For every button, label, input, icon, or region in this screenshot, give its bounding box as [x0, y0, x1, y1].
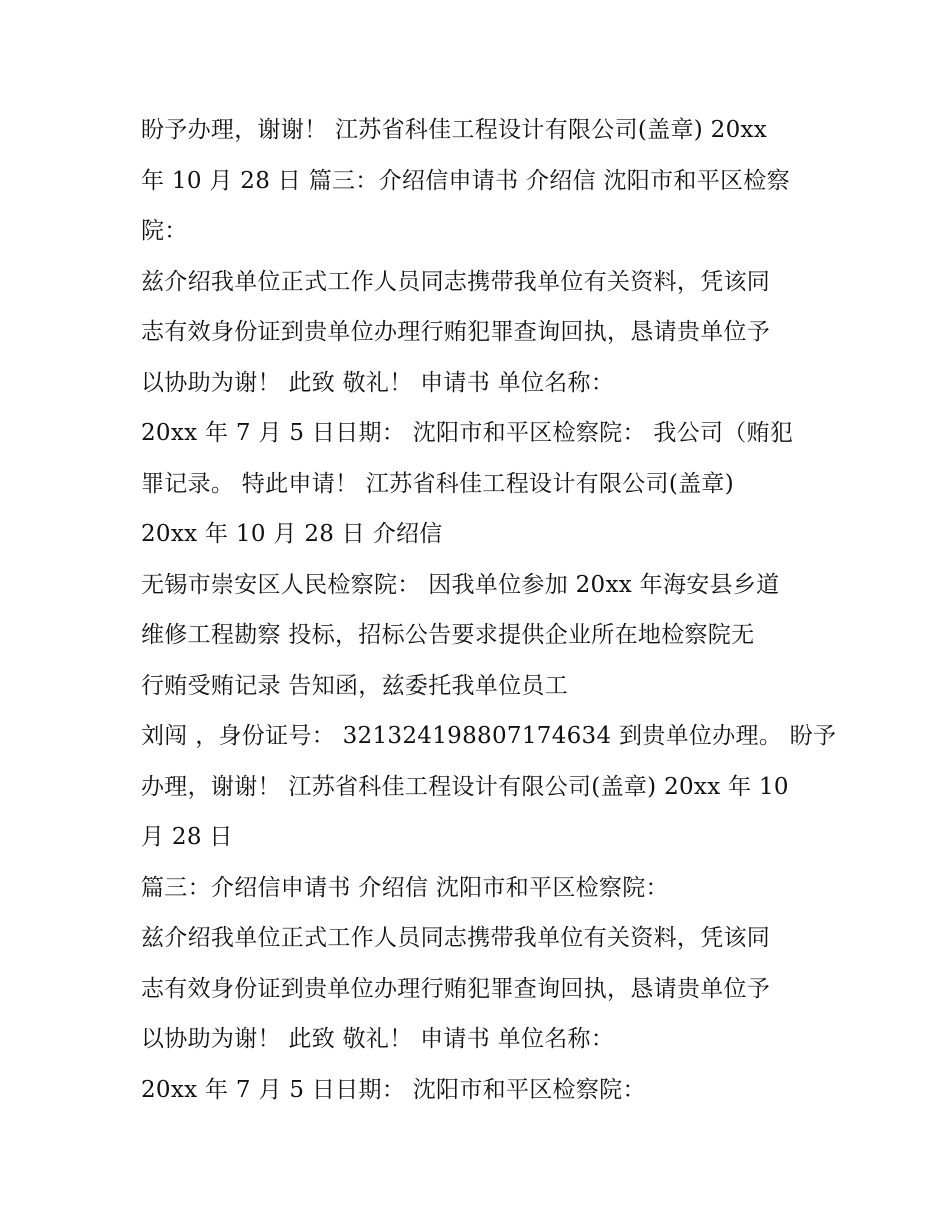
text-line: 兹介绍我单位正式工作人员同志携带我单位有关资料，凭该同	[141, 925, 771, 951]
text-line: 盼予办理，谢谢！ 江苏省科佳工程设计有限公司(盖章) 20xx	[141, 117, 768, 143]
text-line: 20xx 年 7 月 5 日日期： 沈阳市和平区检察院：	[141, 1077, 646, 1103]
text-line: 院：	[141, 218, 188, 244]
text-line: 维修工程勘察 投标，招标公告要求提供企业所在地检察院无	[141, 622, 755, 648]
text-line: 以协助为谢！ 此致 敬礼！ 申请书 单位名称：	[141, 1026, 615, 1052]
text-line: 志有效身份证到贵单位办理行贿犯罪查询回执，恳请贵单位予	[141, 976, 771, 1002]
text-line: 月 28 日	[141, 824, 233, 850]
text-line: 以协助为谢！ 此致 敬礼！ 申请书 单位名称：	[141, 370, 615, 396]
text-line: 20xx 年 10 月 28 日 介绍信	[141, 521, 443, 547]
text-line: 办理，谢谢！ 江苏省科佳工程设计有限公司(盖章) 20xx 年 10	[141, 774, 789, 800]
text-line: 刘闯 ，身份证号： 321324198807174634 到贵单位办理。 盼予	[141, 723, 837, 749]
text-line: 志有效身份证到贵单位办理行贿犯罪查询回执，恳请贵单位予	[141, 319, 771, 345]
text-line: 无锡市崇安区人民检察院： 因我单位参加 20xx 年海安县乡道	[141, 572, 780, 598]
text-line: 年 10 月 28 日 篇三：介绍信申请书 介绍信 沈阳市和平区检察	[141, 168, 790, 194]
text-line: 兹介绍我单位正式工作人员同志携带我单位有关资料，凭该同	[141, 269, 771, 295]
text-line: 行贿受贿记录 告知函，兹委托我单位员工	[141, 673, 569, 699]
text-line: 篇三：介绍信申请书 介绍信 沈阳市和平区检察院：	[141, 875, 669, 901]
text-line: 20xx 年 7 月 5 日日期： 沈阳市和平区检察院： 我公司（贿犯	[141, 420, 794, 446]
text-line: 罪记录。 特此申请！ 江苏省科佳工程设计有限公司(盖章)	[141, 471, 734, 497]
